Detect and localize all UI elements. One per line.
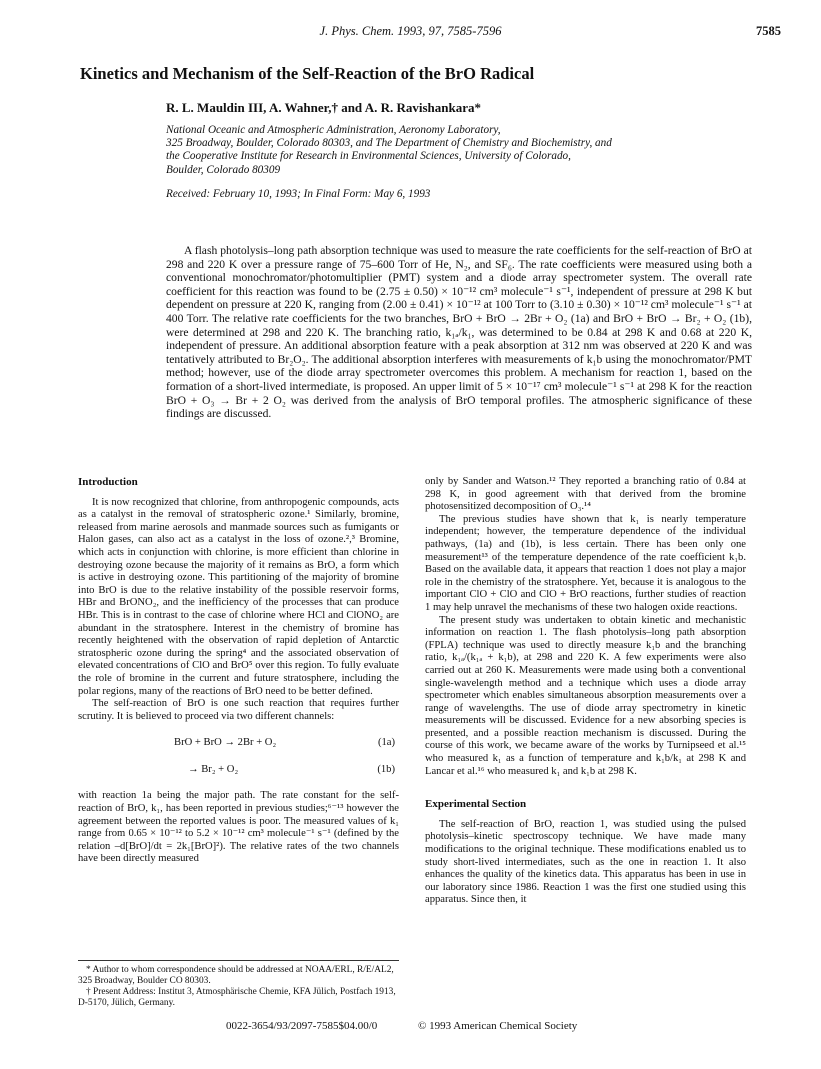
running-header-journal: J. Phys. Chem. 1993, 97, 7585-7596 bbox=[319, 24, 502, 38]
document-code: 0022-3654/93/2097-7585$04.00/0 bbox=[226, 1020, 378, 1032]
affiliation bbox=[166, 124, 766, 177]
paragraph: The self-reaction of BrO, reaction 1, was studied using the pulsed photolysis–kinetic spectroscopy technique. We have made many modifications to the original technique. These modifications enabled us to study short-lived intermediates, such as the one in reaction 1. It also enhances the quality of the kinetics data. This apparatus has been in use in our laboratory since 1986. Reaction 1 was the first one studied using this apparatus. Since then, it bbox=[425, 818, 746, 906]
affiliation-line: 325 Broadway, Boulder, Colorado 80303, and The Department of Chemistry and Biochemistry, and bbox=[166, 137, 612, 150]
left-column bbox=[78, 476, 399, 866]
equation-1a bbox=[78, 737, 399, 750]
footnotes bbox=[78, 960, 399, 1009]
affiliation-line: Boulder, Colorado 80309 bbox=[166, 163, 281, 176]
section-heading-introduction: Introduction bbox=[78, 476, 138, 488]
paragraph: The present study was undertaken to obtain kinetic and mechanistic information on reaction 1. The flash photolysis–long path absorption (FPLA) technique was used to directly measure k₁b and the branching ratio, k₁ₐ/(k₁ₐ + k₁b), at 298 and 220 K. A few experiments were also carried out at 260 K. Measurements were made using both a conventional single-wavelength method and a technique which uses a diode array spectrometer which enables simultaneous absorption measurements over a range of wavelengths. The use of diode array spectrometry in kinetic measurements will be discussed. Evidence for a new absorbing species is presented, and a possible reaction mechanism is discussed. During the course of this work, we became aware of the works by Turnipseed et al.¹⁵ who measured k₁ as a function of temperature and k₁b/k₁ at 298 K and Lancar et al.¹⁶ who measured k₁ and k₁b at 298 K. bbox=[425, 614, 746, 777]
paragraph: The self-reaction of BrO is one such reaction that requires further scrutiny. It is believed to proceed via two different channels: bbox=[78, 698, 399, 722]
copyright: © 1993 American Chemical Society bbox=[418, 1020, 578, 1032]
equation-label: (1b) bbox=[377, 763, 395, 775]
footnote: † Present Address: Institut 3, Atmosphärische Chemie, KFA Jülich, Postfach 1913, D-5170, Jülich, Germany. bbox=[78, 987, 396, 1008]
abstract: A flash photolysis–long path absorption technique was used to measure the rate coefficients for the self-reaction of BrO at 298 and 220 K over a pressure range of 75–600 Torr of He, N₂, and SF₆. The rate coefficients were measured using both a conventional monochromator/photomultiplier (PMT) system and a diode array spectrometer system. The overall rate coefficient for this reaction was found to be (2.75 ± 0.50) × 10⁻¹² cm³ molecule⁻¹ s⁻¹, independent of pressure at 298 K but dependent on pressure at 220 K, ranging from (2.00 ± 0.41) × 10⁻¹² at 100 Torr to (3.10 ± 0.30) × 10⁻¹² cm³ molecule⁻¹ s⁻¹ at 400 Torr. The relative rate coefficients for the two branches, BrO + BrO → 2Br + O₂ (1a) and BrO + BrO → Br₂ + O₂ (1b), were determined at 298 and 220 K. The branching ratio, k₁ₐ/k₁, was determined to be 0.84 at 298 K and 0.68 at 220 K, independent of pressure. An additional absorption feature with a peak absorption at 312 nm was observed at 220 K and was tentatively attributed to Br₂O₂. The additional absorption interferes with measurements of k₁b using the monochromator/PMT method; however, use of the diode array spectrometer overcomes this problem. A mechanism for reaction 1, based on the formation of a short-lived intermediate, is proposed. An upper limit of 5 × 10⁻¹⁷ cm³ molecule⁻¹ s⁻¹ at 298 K for the reaction BrO + O₃ → Br + 2 O₂ was derived from the analysis of BrO temporal profiles. The atmospheric significance of these findings are discussed. bbox=[166, 244, 752, 421]
affiliation-line: the Cooperative Institute for Research in Environmental Sciences, University of Colorado, bbox=[166, 150, 571, 163]
right-column bbox=[425, 476, 746, 907]
section-heading-experimental: Experimental Section bbox=[425, 798, 527, 811]
paragraph: The previous studies have shown that k₁ is nearly temperature independent; however, the temperature dependence of the individual pathways, (1a) and (1b), is less certain. There has been only one measurement¹³ of the temperature dependence of the rate coefficient k₁b. Based on the available data, it appears that reaction 1 does not play a major role in the chemistry of the stratosphere. Yet, because it is analogous to the important ClO + ClO and ClO + BrO reactions, further studies of reaction 1 may help unravel the mechanisms of these two halogen oxide reactions. bbox=[425, 513, 746, 613]
equation-text: → Br₂ + O₂ bbox=[188, 763, 239, 775]
page-number: 7585 bbox=[756, 24, 781, 38]
equation-label: (1a) bbox=[377, 737, 395, 749]
affiliation-line: National Oceanic and Atmospheric Administration, Aeronomy Laboratory, bbox=[166, 124, 501, 136]
paragraph: only by Sander and Watson.¹² They reported a branching ratio of 0.84 at 298 K, in good agreement with that derived from the bromine photosensitized decomposition of O₃.¹⁴ bbox=[425, 476, 746, 513]
equation-text: BrO + BrO → 2Br + O₂ bbox=[174, 737, 277, 749]
paragraph: It is now recognized that chlorine, from anthropogenic compounds, acts as a catalyst in the removal of stratospheric ozone.¹ Similarly, bromine, released from marine aerosols and manmade sources such as fumigants or Halon gases, can also act as a catalyst in the loss of ozone.²,³ Bromine, which acts in conjunction with chlorine, is more efficient than chlorine in destroying ozone because the majority of it remains as BrO, a form which is active in destroying ozone. This partitioning of the majority of bromine into BrO is due to the relative instability of the possible reservoir forms, HBr and BrONO₂, and the inefficiency of the processes that can produce HBr. This is in contrast to the case of chlorine where HCl and ClONO₂ are abundant in the stratosphere. Interest in the chemistry of bromine has recently heightened with the observation of rapid depletion of Antarctic stratospheric ozone during the spring⁴ and the associated observation of elevated concentrations of ClO and BrO⁵ over this region. To fully evaluate the role of bromine in the current and future stratosphere, including the polar regions, many of the reactions of BrO need to be better defined. bbox=[78, 496, 399, 697]
author-list: R. L. Mauldin III, A. Wahner,† and A. R. Ravishankara* bbox=[166, 100, 481, 115]
footnote: * Author to whom correspondence should be addressed at NOAA/ERL, R/E/AL2, 325 Broadway, Boulder CO 80303. bbox=[78, 965, 394, 986]
paragraph: with reaction 1a being the major path. The rate constant for the self-reaction of BrO, k₁, has been reported in previous studies;⁶⁻¹³ however the agreement between the reported values is poor. The measured values of k₁ range from 0.65 × 10⁻¹² to 5.2 × 10⁻¹² cm³ molecule⁻¹ s⁻¹ (defined by the relation –d[BrO]/dt = 2k₁[BrO]²). The relative rates of the two channels have been directly measured bbox=[78, 790, 399, 865]
received-dates: Received: February 10, 1993; In Final Form: May 6, 1993 bbox=[166, 188, 431, 200]
article-title: Kinetics and Mechanism of the Self-Reaction of the BrO Radical bbox=[80, 64, 535, 83]
equation-1b bbox=[78, 764, 399, 777]
